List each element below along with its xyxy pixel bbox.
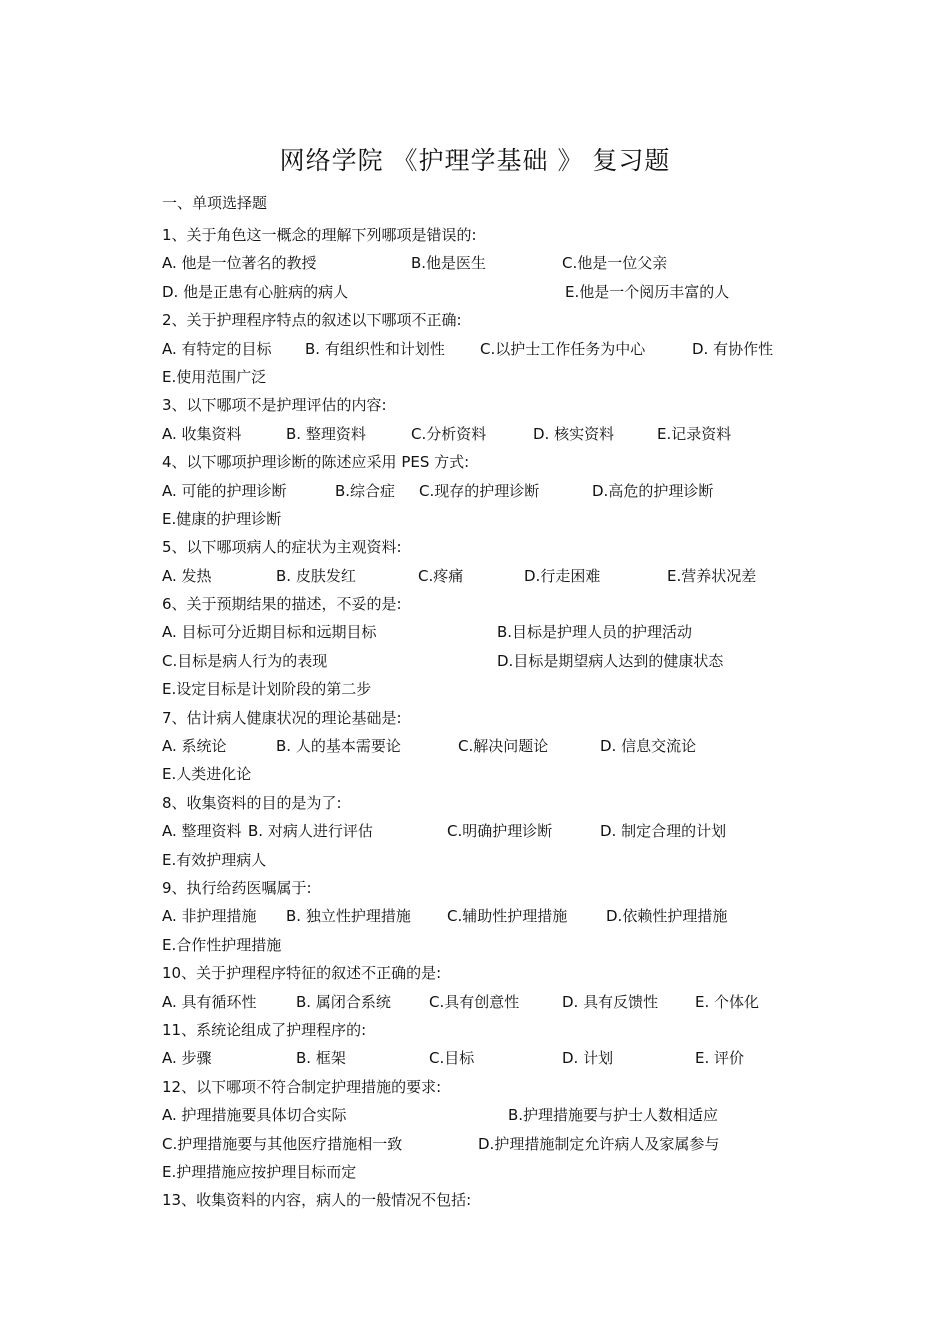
answer-option: E. 个体化: [695, 992, 760, 1011]
answer-option: B.他是医生: [411, 254, 487, 273]
option-line: [162, 420, 822, 448]
answer-option: D.目标是期望病人达到的健康状态: [497, 651, 724, 670]
option-line: [162, 1044, 822, 1072]
question-2: [162, 306, 822, 334]
answer-option: E.健康的护理诊断: [162, 509, 282, 528]
option-line: [162, 618, 822, 646]
question-stem: 4、以下哪项护理诊断的陈述应采用 PES 方式:: [162, 453, 470, 472]
answer-option: E.使用范围广泛: [162, 367, 267, 386]
answer-option: B. 对病人进行评估: [248, 822, 373, 841]
answer-option: C.他是一位父亲: [562, 254, 668, 273]
option-line: [162, 1158, 822, 1186]
question-stem: 8、收集资料的目的是为了:: [162, 793, 342, 812]
question-stem: 9、执行给药医嘱属于:: [162, 878, 312, 897]
answer-option: C.现存的护理诊断: [419, 481, 540, 500]
answer-option: B.综合症: [335, 481, 396, 500]
answer-option: C.疼痛: [418, 566, 464, 585]
answer-option: E.营养状况差: [667, 566, 757, 585]
question-3: [162, 391, 822, 419]
answer-option: C.明确护理诊断: [447, 822, 553, 841]
answer-option: D. 具有反馈性: [562, 992, 659, 1011]
page-title: 网络学院 《护理学基础 》 复习题: [279, 146, 671, 175]
question-11: [162, 1016, 822, 1044]
question-stem: 7、估计病人健康状况的理论基础是:: [162, 708, 402, 727]
option-line: [162, 1130, 822, 1158]
answer-option: A. 具有循环性: [162, 992, 257, 1011]
question-10: [162, 959, 822, 987]
question-7: [162, 704, 822, 732]
option-line: [162, 988, 822, 1016]
answer-option: C.以护士工作任务为中心: [480, 339, 646, 358]
answer-option: C.分析资料: [411, 424, 487, 443]
question-stem: 13、收集资料的内容，病人的一般情况不包括:: [162, 1191, 472, 1210]
answer-option: A. 发热: [162, 566, 212, 585]
option-line: [162, 477, 822, 505]
question-stem: 2、关于护理程序特点的叙述以下哪项不正确:: [162, 311, 462, 330]
question-stem: 12、以下哪项不符合制定护理措施的要求:: [162, 1077, 442, 1096]
question-9: [162, 874, 822, 902]
answer-option: A. 有特定的目标: [162, 339, 272, 358]
answer-option: E.合作性护理措施: [162, 935, 282, 954]
question-stem: 10、关于护理程序特征的叙述不正确的是:: [162, 964, 442, 983]
question-stem: 3、以下哪项不是护理评估的内容:: [162, 396, 387, 415]
option-line: [162, 278, 822, 306]
question-stem: 11、系统论组成了护理程序的:: [162, 1020, 367, 1039]
option-line: [162, 846, 822, 874]
answer-option: A. 目标可分近期目标和远期目标: [162, 623, 377, 642]
answer-option: B. 有组织性和计划性: [305, 339, 445, 358]
answer-option: A. 他是一位著名的教授: [162, 254, 317, 273]
answer-option: B. 独立性护理措施: [286, 907, 411, 926]
question-stem: 1、关于角色这一概念的理解下列哪项是错误的:: [162, 226, 477, 244]
answer-option: D. 信息交流论: [600, 737, 697, 756]
answer-option: A. 非护理措施: [162, 907, 257, 926]
answer-option: B. 皮肤发红: [276, 566, 356, 585]
answer-option: D. 计划: [562, 1049, 614, 1068]
option-line: [162, 1101, 822, 1129]
answer-option: D.高危的护理诊断: [592, 481, 714, 500]
answer-option: C.目标是病人行为的表现: [162, 651, 328, 670]
question-13: [162, 1186, 822, 1214]
answer-option: B.目标是护理人员的护理活动: [497, 623, 693, 642]
question-stem: 6、关于预期结果的描述，不妥的是:: [162, 595, 402, 614]
question-6: [162, 590, 822, 618]
answer-option: A. 护理措施要具体切合实际: [162, 1106, 347, 1125]
option-line: [162, 249, 822, 277]
answer-option: D.依赖性护理措施: [606, 907, 728, 926]
answer-option: E.有效护理病人: [162, 850, 267, 869]
question-list: [162, 221, 822, 1215]
question-stem: 5、以下哪项病人的症状为主观资料:: [162, 538, 402, 557]
option-line: [162, 931, 822, 959]
option-line: [162, 335, 822, 363]
option-line: [162, 760, 822, 788]
answer-option: B. 人的基本需要论: [276, 737, 401, 756]
answer-option: C.辅助性护理措施: [447, 907, 568, 926]
answer-option: E.护理措施应按护理目标而定: [162, 1162, 357, 1181]
answer-option: E. 评价: [695, 1049, 745, 1068]
answer-option: C.目标: [429, 1049, 475, 1068]
answer-option: A. 整理资料: [162, 822, 242, 841]
answer-option: E.他是一个阅历丰富的人: [565, 282, 730, 301]
question-1: [162, 221, 822, 249]
option-line: [162, 817, 822, 845]
answer-option: E.人类进化论: [162, 765, 252, 784]
answer-option: E.设定目标是计划阶段的第二步: [162, 680, 372, 699]
answer-option: D. 有协作性: [692, 339, 774, 358]
option-line: [162, 902, 822, 930]
answer-option: A. 可能的护理诊断: [162, 481, 287, 500]
answer-option: D. 制定合理的计划: [600, 822, 727, 841]
question-8: [162, 789, 822, 817]
answer-option: D. 他是正患有心脏病的病人: [162, 282, 349, 301]
answer-option: C.解决问题论: [458, 737, 549, 756]
answer-option: B. 整理资料: [286, 424, 366, 443]
option-line: [162, 363, 822, 391]
answer-option: C.护理措施要与其他医疗措施相一致: [162, 1134, 403, 1153]
answer-option: B.护理措施要与护士人数相适应: [508, 1106, 719, 1125]
option-line: [162, 562, 822, 590]
question-4: [162, 448, 822, 476]
answer-option: D.行走困难: [524, 566, 601, 585]
answer-option: D.护理措施制定允许病人及家属参与: [478, 1134, 720, 1153]
answer-option: E.记录资料: [657, 424, 732, 443]
answer-option: A. 步骤: [162, 1049, 212, 1068]
question-12: [162, 1073, 822, 1101]
answer-option: A. 收集资料: [162, 424, 242, 443]
answer-option: A. 系统论: [162, 737, 227, 756]
answer-option: C.具有创意性: [429, 992, 520, 1011]
option-line: [162, 732, 822, 760]
question-5: [162, 533, 822, 561]
answer-option: B. 框架: [296, 1049, 346, 1068]
answer-option: D. 核实资料: [533, 424, 615, 443]
option-line: [162, 647, 822, 675]
section-heading: 一、单项选择题: [162, 194, 268, 212]
option-line: [162, 675, 822, 703]
answer-option: B. 属闭合系统: [296, 992, 391, 1011]
option-line: [162, 505, 822, 533]
